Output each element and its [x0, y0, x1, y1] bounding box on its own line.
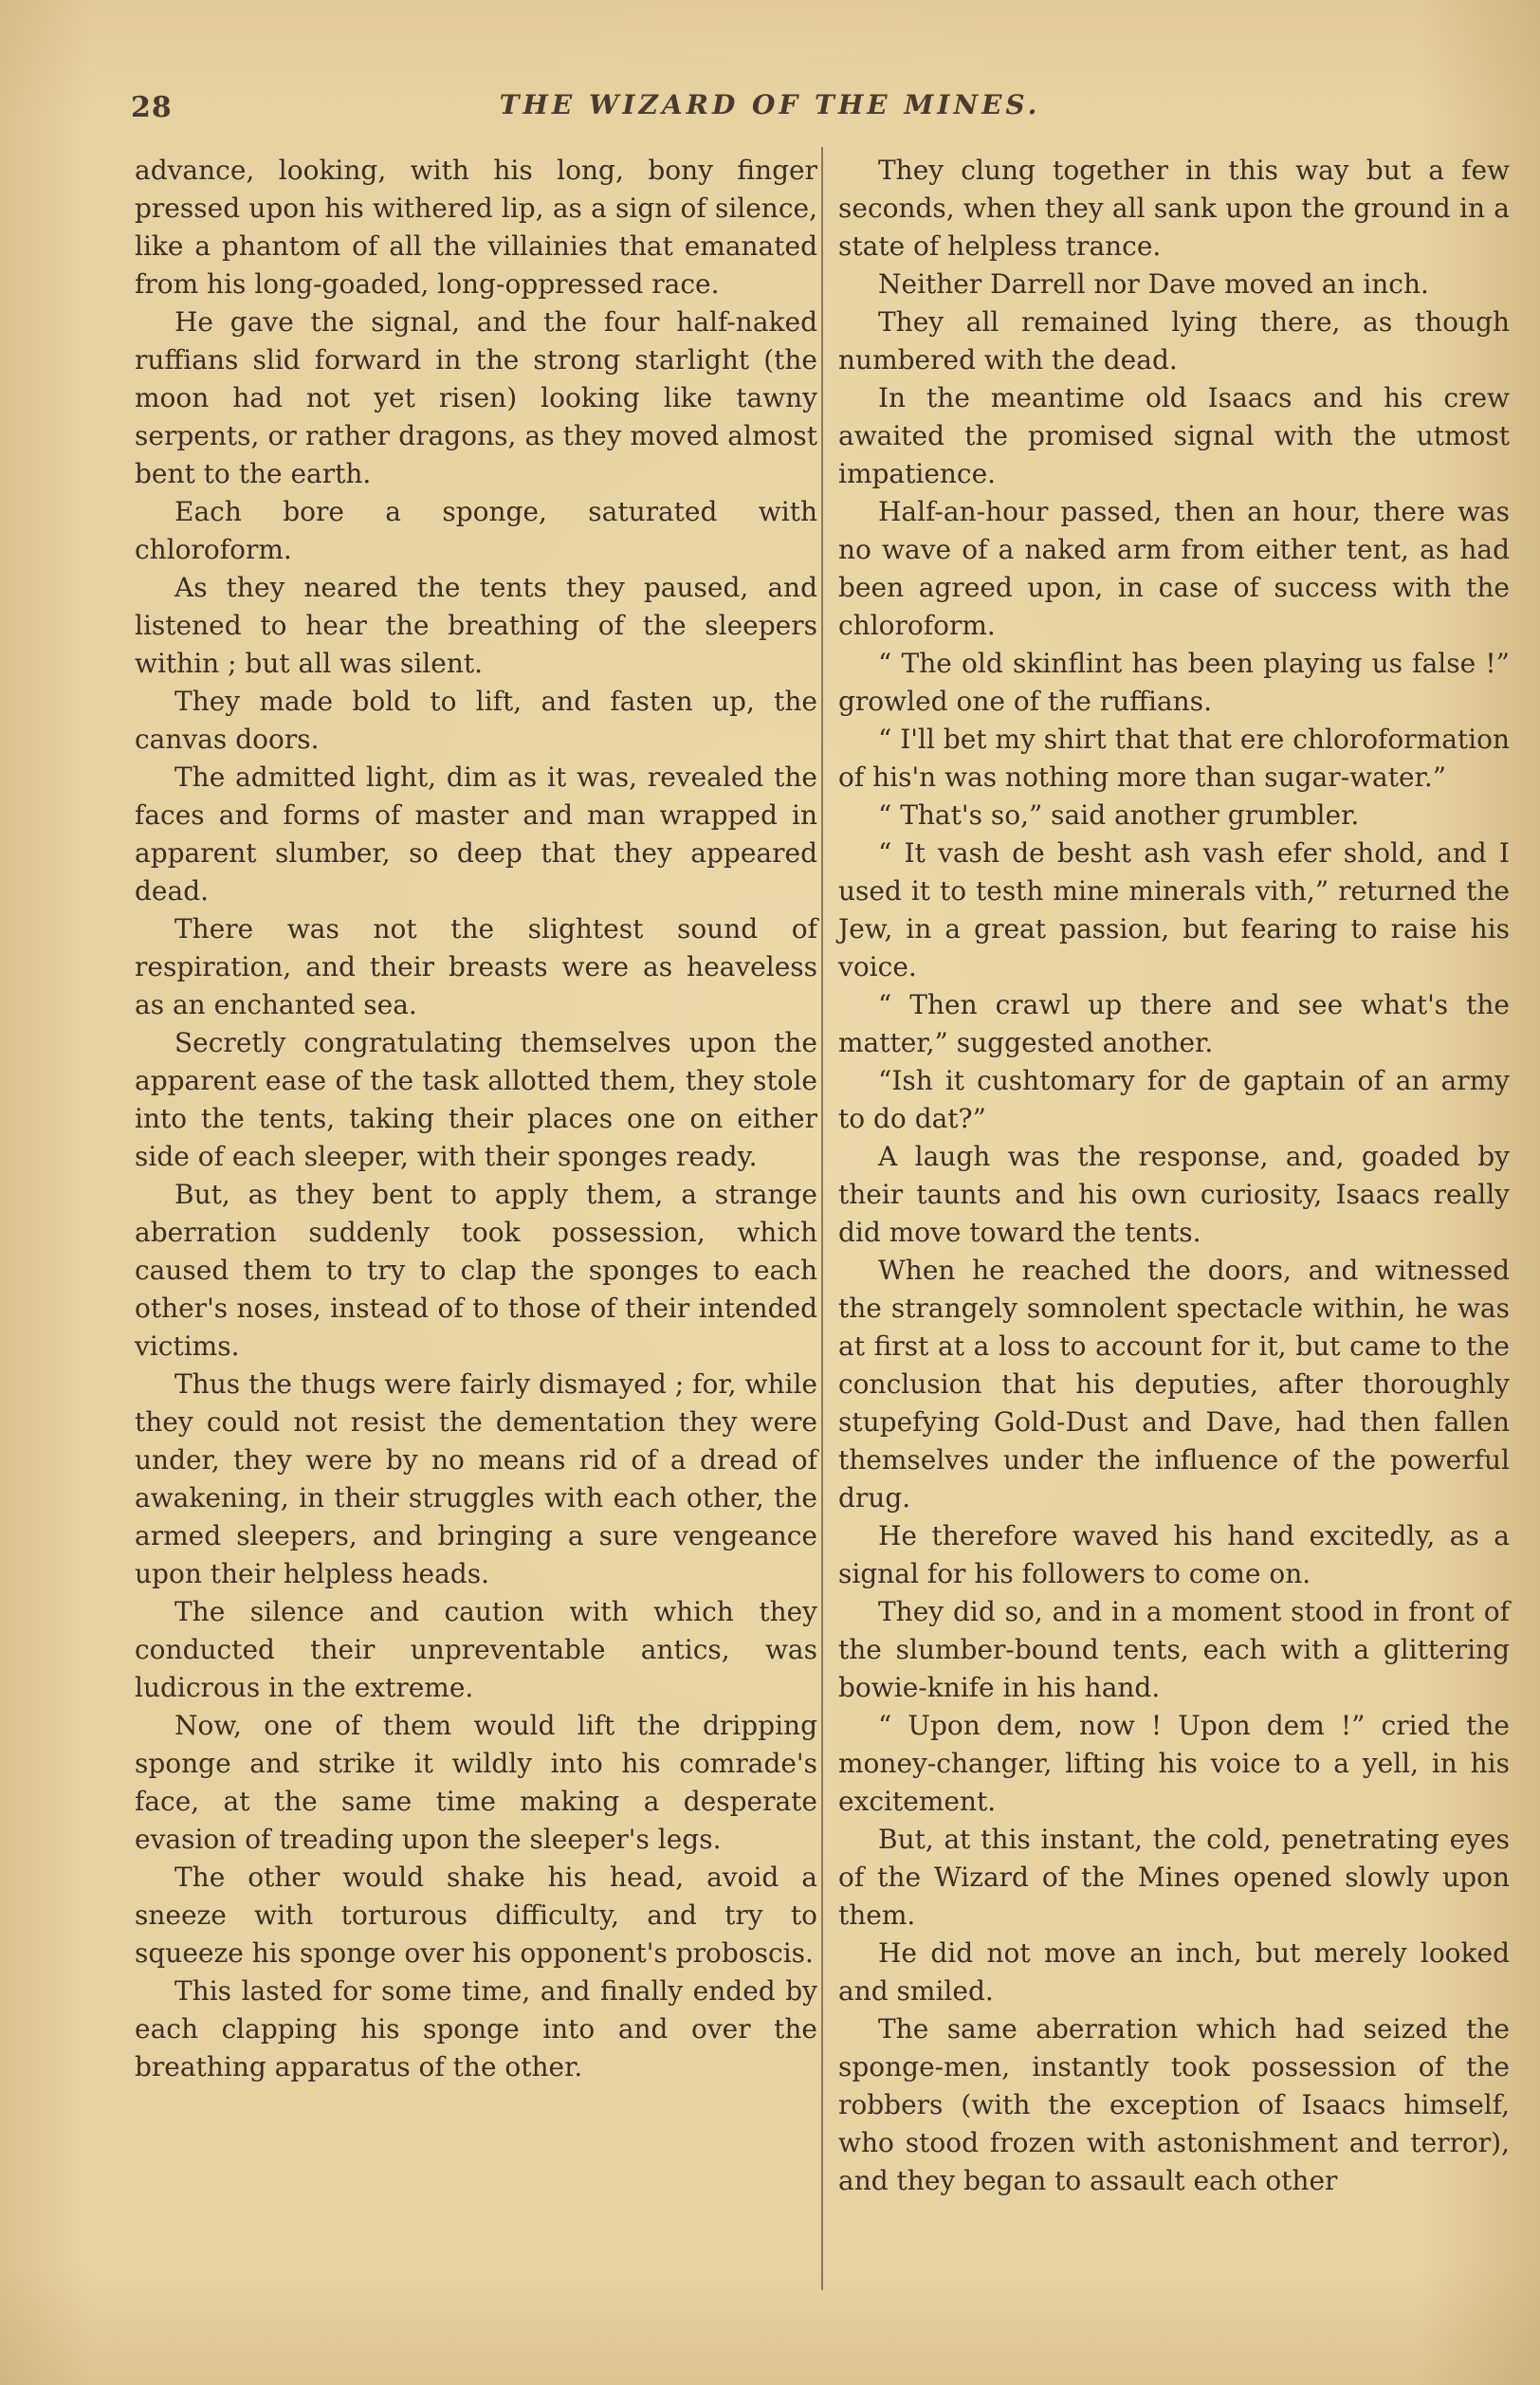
paragraph: As they neared the tents they paused, and listened to hear the breathing of the sleepers within ; but all was silent.: [135, 572, 817, 679]
paragraph: The same aberration which had seized the sponge-men, instantly took possession of the robbers (with the exception of Isaacs himself, who stood frozen with astonishment and terror), and they began to assault each other: [838, 2013, 1510, 2196]
paragraph: Now, one of them would lift the dripping sponge and strike it wildly into his comrade's face, at the same time making a desperate evasion of treading upon the sleeper's legs.: [135, 1710, 817, 1855]
paragraph: They all remained lying there, as though numbered with the dead.: [838, 306, 1510, 376]
paragraph: Each bore a sponge, saturated with chloroform.: [135, 496, 817, 565]
paragraph: There was not the slightest sound of respiration, and their breasts were as heaveless as an enchanted sea.: [135, 913, 817, 1020]
paragraph: “ It vash de besht ash vash efer shold, and I used it to testh mine minerals vith,” returned the Jew, in a great passion, but fearing to raise his voice.: [838, 837, 1510, 982]
paragraph: Secretly congratulating themselves upon the apparent ease of the task allotted them, they stole into the tents, taking their places one on either side of each sleeper, with their sponges ready.: [135, 1027, 817, 1172]
paragraph: “ Upon dem, now ! Upon dem !” cried the money-changer, lifting his voice to a yell, in his excitement.: [838, 1710, 1510, 1817]
paragraph: This lasted for some time, and finally ended by each clapping his sponge into and over the breathing apparatus of the other.: [135, 1975, 817, 2082]
paragraph: Thus the thugs were fairly dismayed ; for, while they could not resist the dementation they were under, they were by no means rid of a dread of awakening, in their struggles with each other, the armed sleepers, and bringing a sure vengeance upon their helpless heads.: [135, 1368, 817, 1589]
paragraph: But, at this instant, the cold, penetrating eyes of the Wizard of the Mines opened slowly upon them.: [838, 1824, 1510, 1931]
paragraph: They made bold to lift, and fasten up, the canvas doors.: [135, 686, 817, 755]
paragraph: They clung together in this way but a few seconds, when they all sank upon the ground in a state of helpless trance.: [838, 155, 1510, 262]
paragraph: “ That's so,” said another grumbler.: [878, 799, 1360, 831]
left-column: [135, 152, 817, 2086]
paragraph: He therefore waved his hand excitedly, as a signal for his followers to come on.: [838, 1520, 1510, 1589]
page-number: 28: [131, 91, 173, 124]
paragraph: A laugh was the response, and, goaded by their taunts and his own curiosity, Isaacs really did move toward the tents.: [838, 1141, 1510, 1248]
paragraph: The silence and caution with which they conducted their unpreventable antics, was ludicrous in the extreme.: [135, 1596, 817, 1703]
paragraph: The admitted light, dim as it was, revealed the faces and forms of master and man wrapped in apparent slumber, so deep that they appeared dead.: [135, 761, 817, 907]
paragraph: They did so, and in a moment stood in front of the slumber-bound tents, each with a glittering bowie-knife in his hand.: [838, 1596, 1510, 1703]
paragraph: Half-an-hour passed, then an hour, there was no wave of a naked arm from either tent, as had been agreed upon, in case of success with the chloroform.: [838, 496, 1510, 641]
paragraph: “ I'll bet my shirt that that ere chloroformation of his'n was nothing more than sugar-water.”: [838, 724, 1510, 793]
paragraph: “ The old skinflint has been playing us false !” growled one of the ruffians.: [838, 648, 1510, 717]
right-column: [838, 152, 1510, 2200]
running-title: THE WIZARD OF THE MINES.: [499, 89, 1041, 120]
paragraph: He did not move an inch, but merely looked and smiled.: [838, 1937, 1510, 2007]
paragraph: In the meantime old Isaacs and his crew awaited the promised signal with the utmost impatience.: [838, 382, 1510, 489]
paragraph: “ Then crawl up there and see what's the matter,” suggested another.: [838, 989, 1510, 1058]
paragraph: The other would shake his head, avoid a sneeze with torturous difficulty, and try to squeeze his sponge over his opponent's proboscis.: [135, 1862, 817, 1969]
paragraph: advance, looking, with his long, bony finger pressed upon his withered lip, as a sign of silence, like a phantom of all the villainies that emanated from his long-goaded, long-oppressed race.: [135, 155, 817, 300]
paragraph: Neither Darrell nor Dave moved an inch.: [878, 268, 1429, 300]
paragraph: But, as they bent to apply them, a strange aberration suddenly took possession, which caused them to try to clap the sponges to each other's noses, instead of to those of their intended victims.: [135, 1179, 817, 1362]
paragraph: When he reached the doors, and witnessed the strangely somnolent spectacle within, he was at first at a loss to account for it, but came to the conclusion that his deputies, after thoroughly stupefying Gold-Dust and Dave, had then fallen themselves under the influence of the powerful drug.: [838, 1255, 1510, 1514]
column-divider: [821, 147, 823, 2290]
paragraph: “Ish it cushtomary for de gaptain of an army to do dat?”: [838, 1065, 1510, 1134]
paragraph: He gave the signal, and the four half-naked ruffians slid forward in the strong starlight (the moon had not yet risen) looking like tawny serpents, or rather dragons, as they moved almost bent to the earth.: [135, 306, 817, 489]
